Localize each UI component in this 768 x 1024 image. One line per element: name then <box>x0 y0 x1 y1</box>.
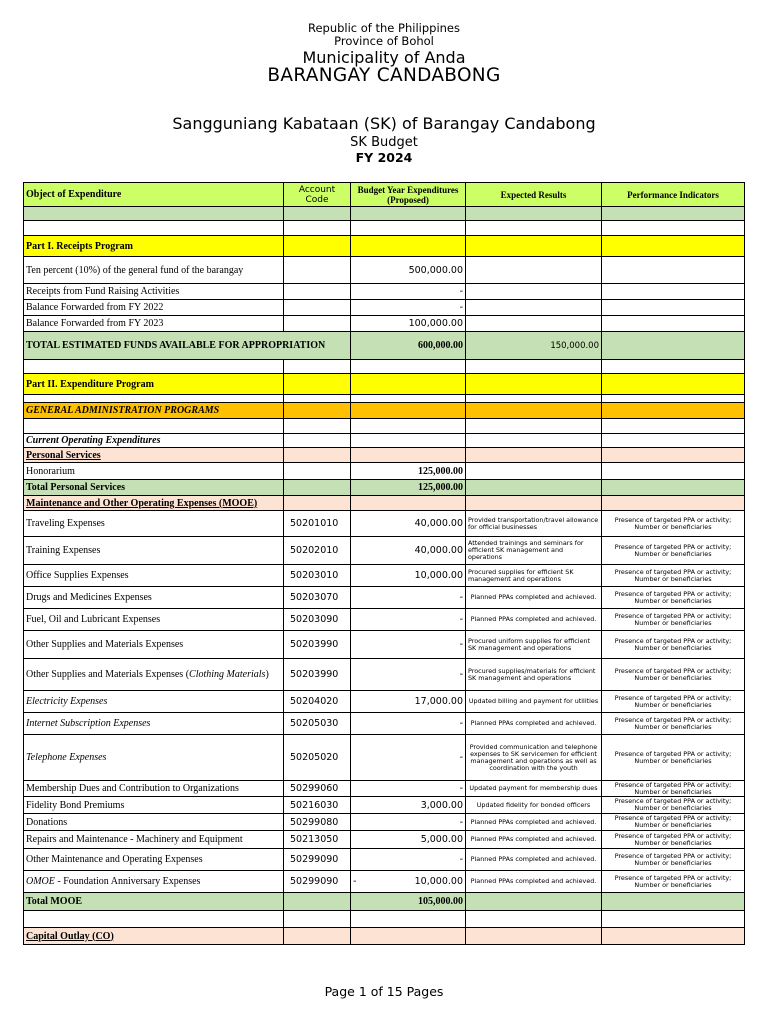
mooe-item-indicator: Presence of targeted PPA or activity; Number or beneficiaries <box>602 565 745 587</box>
page-footer: Page 1 of 15 Pages <box>324 984 444 999</box>
co-row <box>24 928 745 945</box>
receipt-row <box>24 257 745 284</box>
mooe-item-code: 50205020 <box>284 735 351 781</box>
table-header-row <box>24 183 745 207</box>
mooe-item-label: OMOE - Foundation Anniversary Expenses <box>24 871 284 893</box>
mooe-item-row <box>24 713 745 735</box>
mooe-item-result: Provided transportation/travel allowance for official businesses <box>466 511 602 537</box>
total-mooe-label: Total MOOE <box>24 893 284 911</box>
mooe-item-row <box>24 511 745 537</box>
total-funds-amount: 600,000.00 <box>351 332 466 360</box>
total-ps-label: Total Personal Services <box>24 480 284 496</box>
province-line: Province of Bohol <box>334 34 434 48</box>
mooe-item-indicator: Presence of targeted PPA or activity; Number or beneficiaries <box>602 713 745 735</box>
mooe-item-label: Fidelity Bond Premiums <box>24 797 284 814</box>
mooe-item-amount: - <box>351 713 466 735</box>
mooe-item-row <box>24 831 745 849</box>
mooe-item-indicator: Presence of targeted PPA or activity; Number or beneficiaries <box>602 537 745 565</box>
total-mooe-row <box>24 893 745 911</box>
mooe-item-code: 50213050 <box>284 831 351 849</box>
mooe-item-amount: - <box>351 587 466 609</box>
coe-row <box>24 434 745 448</box>
mooe-item-indicator: Presence of targeted PPA or activity; Number or beneficiaries <box>602 609 745 631</box>
mooe-item-indicator: Presence of targeted PPA or activity; Number or beneficiaries <box>602 631 745 659</box>
spacer-row <box>24 207 745 221</box>
ps-title: Personal Services <box>24 448 284 463</box>
mooe-item-label: Electricity Expenses <box>24 691 284 713</box>
mooe-item-amount: 40,000.00 <box>351 511 466 537</box>
mooe-item-label: Donations <box>24 814 284 831</box>
mooe-item-result: Planned PPAs completed and achieved. <box>466 831 602 849</box>
mooe-item-amount: - 10,000.00 <box>351 871 466 893</box>
mooe-item-row <box>24 587 745 609</box>
mooe-item-row <box>24 537 745 565</box>
receipt-row <box>24 284 745 300</box>
mooe-item-row <box>24 849 745 871</box>
mooe-item-code: 50204020 <box>284 691 351 713</box>
mooe-item-code: 50299090 <box>284 849 351 871</box>
part1-row <box>24 236 745 257</box>
col-results-header: Expected Results <box>466 183 602 207</box>
spacer-row <box>24 419 745 434</box>
mooe-item-result: Procured uniform supplies for efficient SK management and operations <box>466 631 602 659</box>
part2-title: Part II. Expenditure Program <box>24 374 284 395</box>
mooe-title: Maintenance and Other Operating Expenses (MOOE) <box>24 496 284 511</box>
mooe-item-label: Telephone Expenses <box>24 735 284 781</box>
receipt-label: Ten percent (10%) of the general fund of the barangay <box>24 257 284 284</box>
mooe-item-amount: 3,000.00 <box>351 797 466 814</box>
spacer-row <box>24 395 745 403</box>
mooe-item-result: Attended trainings and seminars for efficient SK management and operations <box>466 537 602 565</box>
mooe-item-indicator: Presence of targeted PPA or activity; Number or beneficiaries <box>602 814 745 831</box>
mooe-item-indicator: Presence of targeted PPA or activity; Number or beneficiaries <box>602 659 745 691</box>
sk-title: Sangguniang Kabataan (SK) of Barangay Candabong <box>172 114 596 133</box>
col-indicators-header: Performance Indicators <box>602 183 745 207</box>
mooe-item-indicator: Presence of targeted PPA or activity; Number or beneficiaries <box>602 831 745 849</box>
mooe-item-label: Other Supplies and Materials Expenses <box>24 631 284 659</box>
mooe-item-row <box>24 565 745 587</box>
mooe-item-result: Procured supplies for efficient SK management and operations <box>466 565 602 587</box>
mooe-item-row <box>24 609 745 631</box>
receipt-amount: 500,000.00 <box>351 257 466 284</box>
ps-row <box>24 448 745 463</box>
receipt-row <box>24 300 745 316</box>
coe-title: Current Operating Expenditures <box>24 434 284 448</box>
honorarium-row <box>24 463 745 480</box>
mooe-item-label: Drugs and Medicines Expenses <box>24 587 284 609</box>
mooe-item-indicator: Presence of targeted PPA or activity; Number or beneficiaries <box>602 511 745 537</box>
col-budget-header: Budget Year Expenditures (Proposed) <box>351 183 466 207</box>
mooe-item-amount: - <box>351 849 466 871</box>
mooe-item-row <box>24 735 745 781</box>
mooe-item-result: Provided communication and telephone expenses to SK servicemen for efficient management and operations as well as coordination with the youth <box>466 735 602 781</box>
mooe-item-indicator: Presence of targeted PPA or activity; Number or beneficiaries <box>602 797 745 814</box>
mooe-item-result: Updated payment for membership dues <box>466 781 602 797</box>
mooe-item-code: 50205030 <box>284 713 351 735</box>
mooe-item-label: Other Supplies and Materials Expenses (Clothing Materials) <box>24 659 284 691</box>
mooe-item-code: 50203090 <box>284 609 351 631</box>
mooe-item-amount: - <box>351 659 466 691</box>
mooe-item-indicator: Presence of targeted PPA or activity; Number or beneficiaries <box>602 871 745 893</box>
mooe-row <box>24 496 745 511</box>
mooe-item-amount: 5,000.00 <box>351 831 466 849</box>
mooe-item-indicator: Presence of targeted PPA or activity; Number or beneficiaries <box>602 691 745 713</box>
receipt-row <box>24 316 745 332</box>
mooe-item-row <box>24 691 745 713</box>
mooe-item-result: Updated fidelity for bonded officers <box>466 797 602 814</box>
receipt-amount: - <box>351 284 466 300</box>
republic-line: Republic of the Philippines <box>307 21 461 35</box>
total-funds-row <box>24 332 745 360</box>
budget-label: SK Budget <box>350 135 418 150</box>
spacer-row <box>24 360 745 374</box>
mooe-item-code: 50299060 <box>284 781 351 797</box>
mooe-item-result: Procured supplies/materials for efficient SK management and operations <box>466 659 602 691</box>
part2-row <box>24 374 745 395</box>
municipality-line: Municipality of Anda <box>302 48 466 67</box>
gap-title: GENERAL ADMINISTRATION PROGRAMS <box>24 403 284 419</box>
mooe-item-amount: - <box>351 781 466 797</box>
mooe-item-label: Other Maintenance and Operating Expenses <box>24 849 284 871</box>
mooe-item-code: 50299090 <box>284 871 351 893</box>
receipt-amount: 100,000.00 <box>351 316 466 332</box>
mooe-item-label: Internet Subscription Expenses <box>24 713 284 735</box>
mooe-item-amount: 17,000.00 <box>351 691 466 713</box>
mooe-item-label: Fuel, Oil and Lubricant Expenses <box>24 609 284 631</box>
mooe-item-indicator: Presence of targeted PPA or activity; Number or beneficiaries <box>602 849 745 871</box>
honorarium-label: Honorarium <box>24 463 284 480</box>
mooe-item-result: Updated billing and payment for utilities <box>466 691 602 713</box>
mooe-item-code: 50201010 <box>284 511 351 537</box>
budget-table <box>23 182 745 945</box>
mooe-item-amount: - <box>351 735 466 781</box>
mooe-item-row <box>24 659 745 691</box>
receipt-label: Receipts from Fund Raising Activities <box>24 284 284 300</box>
mooe-item-row <box>24 781 745 797</box>
mooe-item-indicator: Presence of targeted PPA or activity; Number or beneficiaries <box>602 587 745 609</box>
mooe-item-code: 50202010 <box>284 537 351 565</box>
mooe-item-amount: - <box>351 814 466 831</box>
mooe-item-label: Membership Dues and Contribution to Organizations <box>24 781 284 797</box>
mooe-item-amount: - <box>351 609 466 631</box>
mooe-item-result: Planned PPAs completed and achieved. <box>466 587 602 609</box>
mooe-item-result: Planned PPAs completed and achieved. <box>466 713 602 735</box>
col-code-header: Account Code <box>284 183 351 207</box>
total-ps-amount: 125,000.00 <box>351 480 466 496</box>
mooe-item-result: Planned PPAs completed and achieved. <box>466 814 602 831</box>
mooe-item-row <box>24 814 745 831</box>
mooe-item-code: 50203990 <box>284 631 351 659</box>
col-object-header: Object of Expenditure <box>24 183 284 207</box>
spacer-row <box>24 911 745 928</box>
receipt-label: Balance Forwarded from FY 2023 <box>24 316 284 332</box>
co-title: Capital Outlay (CO) <box>24 928 284 945</box>
total-funds-extra: 150,000.00 <box>466 332 602 360</box>
mooe-item-indicator: Presence of targeted PPA or activity; Number or beneficiaries <box>602 781 745 797</box>
mooe-item-result: Planned PPAs completed and achieved. <box>466 609 602 631</box>
mooe-item-row <box>24 631 745 659</box>
mooe-item-result: Planned PPAs completed and achieved. <box>466 849 602 871</box>
total-ps-row <box>24 480 745 496</box>
total-funds-label: TOTAL ESTIMATED FUNDS AVAILABLE FOR APPROPRIATION <box>24 332 351 360</box>
mooe-item-indicator: Presence of targeted PPA or activity; Number or beneficiaries <box>602 735 745 781</box>
total-mooe-amount: 105,000.00 <box>351 893 466 911</box>
mooe-item-code: 50203010 <box>284 565 351 587</box>
spacer-row <box>24 221 745 236</box>
receipt-label: Balance Forwarded from FY 2022 <box>24 300 284 316</box>
mooe-item-code: 50299080 <box>284 814 351 831</box>
mooe-item-amount: 40,000.00 <box>351 537 466 565</box>
mooe-item-code: 50216030 <box>284 797 351 814</box>
mooe-item-result: Planned PPAs completed and achieved. <box>466 871 602 893</box>
mooe-item-row <box>24 797 745 814</box>
mooe-item-row <box>24 871 745 893</box>
fiscal-year: FY 2024 <box>355 150 413 165</box>
gap-row <box>24 403 745 419</box>
mooe-item-amount: - <box>351 631 466 659</box>
part1-title: Part I. Receipts Program <box>24 236 284 257</box>
mooe-item-label: Traveling Expenses <box>24 511 284 537</box>
mooe-item-amount: 10,000.00 <box>351 565 466 587</box>
honorarium-amount: 125,000.00 <box>351 463 466 480</box>
barangay-title: BARANGAY CANDABONG <box>267 65 501 86</box>
mooe-item-label: Repairs and Maintenance - Machinery and Equipment <box>24 831 284 849</box>
mooe-item-code: 50203070 <box>284 587 351 609</box>
mooe-item-code: 50203990 <box>284 659 351 691</box>
receipt-amount: - <box>351 300 466 316</box>
mooe-item-label: Training Expenses <box>24 537 284 565</box>
mooe-item-label: Office Supplies Expenses <box>24 565 284 587</box>
